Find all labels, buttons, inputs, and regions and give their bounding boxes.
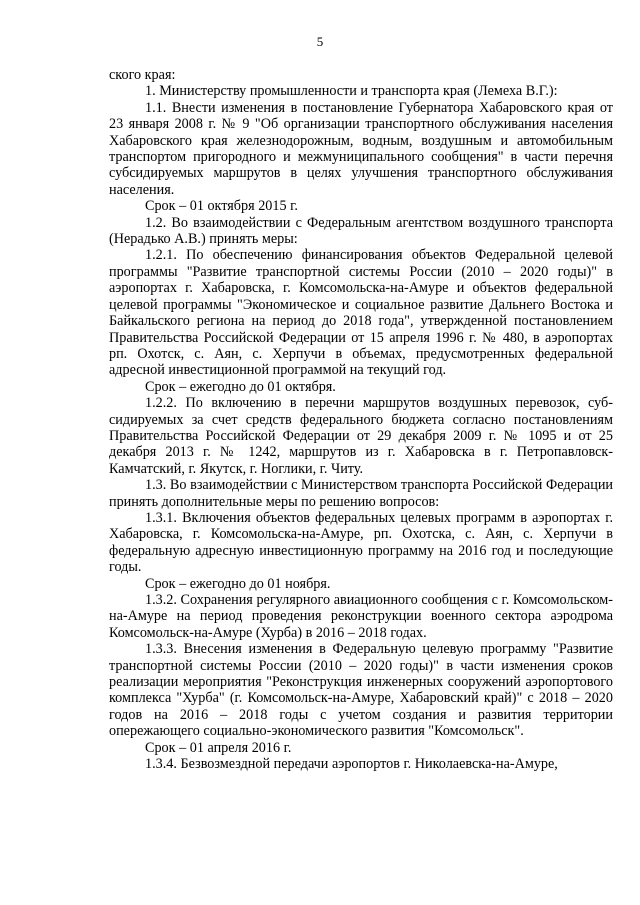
paragraph-item-1-3-4: 1.3.4. Безвозмездной передачи аэропортов г. Николаевска-на-Амуре, xyxy=(145,756,558,773)
page-number: 5 xyxy=(316,34,324,49)
deadline-1-2-1: Срок – ежегодно до 01 октября. xyxy=(145,378,336,395)
paragraph-item-1-2-1: 1.2.1. По обеспечению финансирования объектов Федеральной целевой программы "Развитие транспортной системы России (2010 – 2020 годы)" в аэропортах г. Хабаровска, г. Комсомольска-на-Амуре и объектов федеральной целевой программы "Экономическое и социальное развитие Дальнего Востока и Байкальского региона на период до 2018 года", утвержденной постановлением Правительства Российской Федерации от 15 апреля 1996 г. № 480, в аэропортах рп. Охотск, с. Аян, с. Херпучи в объемах, предусмотренных федеральной адресной инвестиционной программой на текущий год. xyxy=(109,247,613,379)
paragraph-item-1-3-1: 1.3.1. Включения объектов федеральных целевых программ в аэропортах г. Хабаровска, г. Комсомольска-на-Амуре, рп. Охотска, с. Аян, с. Херпучи в федеральную адресную инвестиционную программу на 2016 год и последующие годы. xyxy=(109,509,613,576)
deadline-1-3-3: Срок – 01 апреля 2016 г. xyxy=(145,739,292,756)
paragraph-item-1-2: 1.2. Во взаимодействии с Федеральным агентством воздушного транспорта (Нерадько А.В.) принять меры: xyxy=(109,214,613,248)
deadline-1-3-1: Срок – ежегодно до 01 ноября. xyxy=(145,575,331,592)
paragraph-item-1-2-2: 1.2.2. По включению в перечни маршрутов воздушных перевозок, субсидируемых за счет средств федерального бюджета согласно постановлениям Правительства Российской Федерации от 29 декабря 2009 г. № 1095 и от 25 декабря 2013 г. № 1242, маршрутов из г. Хабаровска в г. Петропавловск-Камчатский, г. Якутск, г. Ноглики, г. Читу. xyxy=(109,395,613,477)
paragraph-item-1: 1. Министерству промышленности и транспорта края (Лемеха В.Г.): xyxy=(145,83,558,100)
paragraph-item-1-1: 1.1. Внести изменения в постановление Губернатора Хабаровского края от 23 января 2008 г. № 9 "Об организации транспортного обслуживания населения Хабаровского края железнодорожным, водным, воздушным и автомобильным транспортом пригородного и межмуниципального сообщения" в части перечня субсидируемых маршрутов в целях улучшения транспортного обслуживания населения. xyxy=(109,99,613,198)
deadline-1-1: Срок – 01 октября 2015 г. xyxy=(145,198,298,215)
paragraph-item-1-3-2: 1.3.2. Сохранения регулярного авиационного сообщения с г. Комсомольском-на-Амуре на период проведения реконструкции военного сектора аэродрома Комсомольск-на-Амуре (Хурба) в 2016 – 2018 годах. xyxy=(109,592,613,641)
paragraph-continuation: ского края: xyxy=(109,67,176,83)
document-body xyxy=(109,67,613,772)
paragraph-item-1-3: 1.3. Во взаимодействии с Министерством транспорта Российской Федерации принять дополнительные меры по решению вопросов: xyxy=(109,477,613,510)
paragraph-item-1-3-3: 1.3.3. Внесения изменения в Федеральную целевую программу "Развитие транспортной системы России (2010 – 2020 годы)" в части изменения сроков реализации мероприятия "Реконструкция инженерных сооружений аэропортового комплекса "Хурба" (г. Комсомольск-на-Амуре, Хабаровский край)" с 2018 – 2020 годов на 2016 – 2018 годы с учетом создания и развития территории опережающего социально-экономического развития "Комсомольск". xyxy=(109,641,613,740)
